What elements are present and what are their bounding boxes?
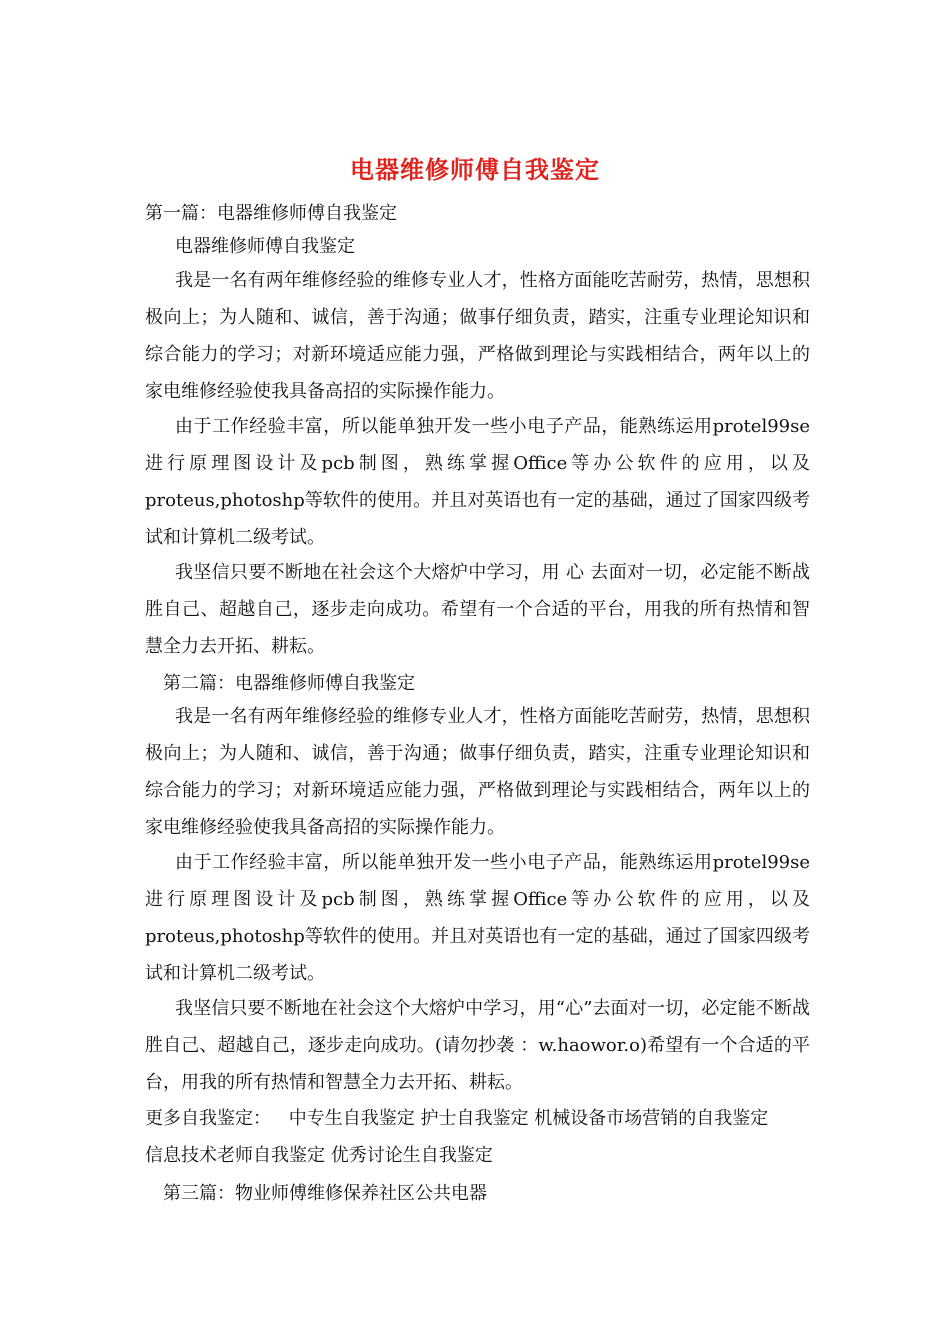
section1-heading: 第一篇：电器维修师傅自我鉴定	[145, 203, 397, 224]
section1-paragraph-2: 由于工作经验丰富，所以能单独开发一些小电子产品，能熟练运用protel99se进行原理图设计及pcb制图，熟练掌握Office等办公软件的应用，以及proteus,photoshp等软件的使用。并且对英语也有一定的基础，通过了国家四级考试和计算机二级考试。	[145, 416, 810, 548]
section2-heading: 第二篇：电器维修师傅自我鉴定	[163, 673, 415, 694]
section1-paragraph-1: 我是一名有两年维修经验的维修专业人才，性格方面能吃苦耐劳，热情，思想积极向上；为人随和、诚信，善于沟通；做事仔细负责，踏实，注重专业理论知识和综合能力的学习；对新环境适应能力强，严格做到理论与实践相结合，两年以上的家电维修经验使我具备高招的实际操作能力。	[145, 270, 810, 402]
more-link[interactable]: 优秀讨论生自我鉴定	[330, 1145, 493, 1166]
more-self-assessments	[145, 1100, 810, 1174]
more-link[interactable]: 护士自我鉴定	[420, 1108, 529, 1129]
more-label: 更多自我鉴定：	[145, 1108, 271, 1129]
section1-paragraph-3: 我坚信只要不断地在社会这个大熔炉中学习，用 心 去面对一切，必定能不断战胜自己、超越自己，逐步走向成功。希望有一个合适的平台，用我的所有热情和智慧全力去开拓、耕耘。	[145, 562, 810, 657]
section2-paragraph-3: 我坚信只要不断地在社会这个大熔炉中学习，用“心”去面对一切，必定能不断战胜自己、超越自己，逐步走向成功。(请勿抄袭 ：w.haowor.o)希望有一个合适的平台，用我的所有热情和智慧全力去开拓、耕耘。	[145, 998, 810, 1093]
section2-paragraph-1: 我是一名有两年维修经验的维修专业人才，性格方面能吃苦耐劳，热情，思想积极向上；为人随和、诚信，善于沟通；做事仔细负责，踏实，注重专业理论知识和综合能力的学习；对新环境适应能力强，严格做到理论与实践相结合，两年以上的家电维修经验使我具备高招的实际操作能力。	[145, 706, 810, 838]
section2-paragraph-2: 由于工作经验丰富，所以能单独开发一些小电子产品，能熟练运用protel99se进行原理图设计及pcb制图，熟练掌握Office等办公软件的应用，以及proteus,photoshp等软件的使用。并且对英语也有一定的基础，通过了国家四级考试和计算机二级考试。	[145, 852, 810, 984]
more-link[interactable]: 中专生自我鉴定	[288, 1108, 415, 1129]
more-link[interactable]: 信息技术老师自我鉴定	[145, 1145, 325, 1166]
document-title: 电器维修师傅自我鉴定	[350, 155, 600, 184]
more-link[interactable]: 机械设备市场营销的自我鉴定	[534, 1108, 769, 1129]
section3-heading: 第三篇：物业师傅维修保养社区公共电器	[163, 1183, 487, 1204]
section1-subheading: 电器维修师傅自我鉴定	[175, 236, 355, 257]
